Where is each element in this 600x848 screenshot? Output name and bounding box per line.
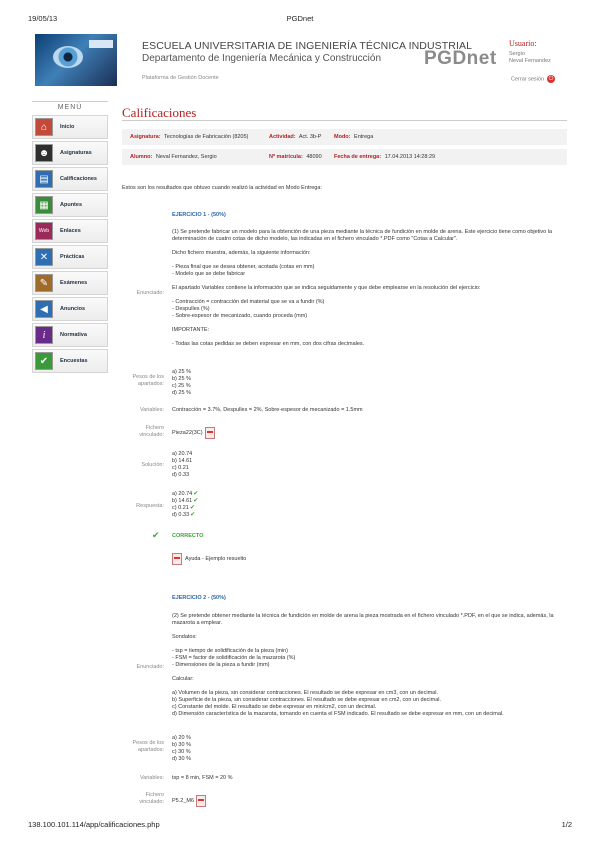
- info-icon: i: [35, 326, 53, 344]
- ex1-paragraph: (1) Se pretende fabricar un modelo para la obtención de una pieza mediante la técnica de fundición en molde de arena. Este ejercicio tiene como objetivo la determinación de cuatro cotas de dicho modelo, las indicadas en el fichero vinculado *.PDF como "Cotas a Calcular".: [172, 229, 553, 242]
- answer-item: a) 20.74: [172, 491, 193, 497]
- linked-file-label: Fichero vinculado:: [139, 425, 164, 438]
- sidebar-item-apuntes[interactable]: [32, 193, 108, 217]
- check-icon: ✔: [35, 352, 53, 370]
- sidebar-item-inicio[interactable]: [32, 115, 108, 139]
- print-title: PGDnet: [286, 14, 314, 23]
- home-icon: ⌂: [35, 118, 53, 136]
- eye-icon: [53, 46, 83, 68]
- ex1-list-item: - Pieza final que se desea obtener, acotada (cotas en mm): [172, 264, 315, 270]
- page-title: Calificaciones: [122, 105, 197, 120]
- linked-file[interactable]: [172, 427, 567, 439]
- ex2-list-item: - tsp = tiempo de solidificación de la pieza (min): [172, 648, 289, 654]
- weight-item: a) 20 %: [172, 735, 191, 741]
- subject-label: Asignatura:: [130, 134, 161, 140]
- sidebar-item-label: Asignaturas: [60, 150, 92, 156]
- eye-logo-image: [35, 34, 117, 86]
- weights-label: Pesos de los apartados:: [132, 374, 164, 387]
- print-header: [28, 14, 572, 26]
- check-icon: ✔: [190, 512, 196, 518]
- platform-subtitle: Plataforma de Gestión Docente: [142, 75, 219, 81]
- sidebar-item-enlaces[interactable]: [32, 219, 108, 243]
- menu-title: MENÚ: [32, 101, 108, 111]
- variables-value: tsp = 8 min, FSM = 20 %: [172, 775, 233, 781]
- ex1-important-label: IMPORTANTE:: [172, 327, 210, 333]
- logout-icon[interactable]: ⏻: [548, 76, 554, 82]
- weight-item: c) 30 %: [172, 749, 191, 755]
- delivery-date-label: Fecha de entrega:: [334, 154, 382, 160]
- weight-item: d) 25 %: [172, 390, 191, 396]
- student-label: Alumno:: [130, 154, 153, 160]
- mode-value: Entrega: [354, 134, 374, 140]
- check-icon: ✔: [193, 491, 199, 497]
- answer-list: [172, 491, 567, 519]
- weights-label: Pesos de los apartados:: [132, 740, 164, 753]
- ex2-list-item: d) Dimensión característica de la mazarota, tomando en cuenta el FSM indicado. El resultado se debe expresar en mm, con un decimal.: [172, 711, 504, 717]
- user-first-name: Sergio: [509, 51, 525, 57]
- user-name: [509, 51, 551, 65]
- student-info-row: [122, 149, 567, 165]
- answer-item: d) 0.33: [172, 512, 190, 518]
- activity-info-row: [122, 129, 567, 145]
- sidebar-item-label: Inicio: [60, 124, 75, 130]
- check-icon: ✔: [193, 498, 199, 504]
- school-name: ESCUELA UNIVERSITARIA DE INGENIERÍA TÉCNICA INDUSTRIAL: [142, 40, 473, 52]
- print-page-number: 1/2: [561, 820, 572, 829]
- weight-item: d) 30 %: [172, 756, 191, 762]
- linked-file-name[interactable]: P5.2_M6: [172, 797, 195, 804]
- sidebar-item-label: Apuntes: [60, 202, 82, 208]
- statement-label: Enunciado:: [136, 290, 164, 296]
- mode-label: Modo:: [334, 134, 351, 140]
- weight-item: b) 25 %: [172, 376, 191, 382]
- correct-check-icon: ✔: [152, 530, 160, 540]
- ex1-list-item: - Sobre-espesor de mecanizado, cuando proceda (mm): [172, 313, 308, 319]
- sidebar-item-normativa[interactable]: [32, 323, 108, 347]
- exercise-2-statement: [172, 613, 567, 718]
- enrollment-label: Nº matrícula:: [269, 154, 303, 160]
- logout-label: Cerrar sesión: [511, 76, 545, 83]
- tools-icon: ✕: [35, 248, 53, 266]
- check-icon: ✔: [189, 505, 195, 511]
- sidebar-item-label: Encuestas: [60, 358, 88, 364]
- activity-label: Actividad:: [269, 134, 296, 140]
- pdf-icon[interactable]: [196, 795, 206, 807]
- student-value: Neval Fernandez, Sergio: [155, 154, 217, 160]
- site-banner: [32, 34, 567, 90]
- ex1-list-item: - Todas las cotas pedidas se deben expresar en mm, con dos cifras decimales.: [172, 341, 365, 347]
- ex2-list-item: a) Volumen de la pieza, sin considerar contracciones. El resultado se debe expresar en cm3, con un decimal.: [172, 690, 438, 696]
- weights-list: [172, 735, 567, 763]
- people-icon: ☻: [35, 144, 53, 162]
- exercise-1-title: EJERCICIO 1 - (50%): [172, 212, 226, 218]
- activity-value: Act. 3b-P: [298, 134, 322, 140]
- grades-icon: ▤: [35, 170, 53, 188]
- ex1-paragraph: El apartado Variables contiene la información que se indica seguidamente y que debe emplearse en la resolución del ejercicio:: [172, 285, 481, 291]
- enrollment-value: 48090: [306, 154, 322, 160]
- result-status: CORRECTO: [172, 533, 204, 539]
- variables-value: Contracción = 3.7%, Despulles = 2%, Sobre-espesor de mecanizado = 1.5mm: [172, 407, 363, 413]
- exercise-1-statement: [172, 229, 567, 348]
- weight-item: b) 30 %: [172, 742, 191, 748]
- variables-label: Variables:: [139, 775, 164, 781]
- sidebar-item-label: Normativa: [60, 332, 87, 338]
- print-footer: [28, 820, 572, 832]
- linked-file-label: Fichero vinculado:: [139, 792, 164, 805]
- pdf-icon[interactable]: [172, 553, 182, 565]
- title-divider: [122, 120, 567, 121]
- subject-value: Tecnologías de Fabricación (8205): [164, 134, 249, 140]
- solution-list: [172, 451, 567, 479]
- links-icon: Web: [35, 222, 53, 240]
- help-file[interactable]: [172, 553, 567, 565]
- speaker-icon: ◀: [35, 300, 53, 318]
- sidebar-item-label: Exámenes: [60, 280, 88, 286]
- sidebar-item-label: Calificaciones: [60, 176, 97, 182]
- variables-label: Variables:: [139, 407, 164, 413]
- statement-label: Enunciado:: [136, 664, 164, 670]
- print-url: 138.100.101.114/app/calificaciones.php: [28, 820, 160, 829]
- logo-strip: [89, 40, 113, 48]
- linked-file[interactable]: [172, 795, 567, 807]
- answer-item: c) 0.21: [172, 505, 189, 511]
- ex2-paragraph: (2) Se pretende obtener mediante la técnica de fundición en molde de arena la pieza mostrada en el fichero vinculado *.PDF, en el que se indica, además, la mazarota a emplear.: [172, 613, 554, 626]
- notes-icon: ▦: [35, 196, 53, 214]
- ex1-list-item: - Despulles (%): [172, 306, 210, 312]
- sidebar-item-examenes[interactable]: [32, 271, 108, 295]
- ex1-list-item: - Modelo que se debe fabricar: [172, 271, 246, 277]
- help-file-name[interactable]: Ayuda - Ejemplo resuelto: [185, 555, 247, 562]
- sidebar-item-practicas[interactable]: [32, 245, 108, 269]
- sidebar-menu: [32, 115, 108, 375]
- intro-text: Estos son los resultados que obtuvo cuando realizó la actividad en Modo Entrega:: [122, 185, 322, 191]
- solution-item: b) 14.61: [172, 458, 193, 464]
- weights-list: [172, 369, 567, 397]
- answer-label: Respuesta:: [136, 503, 164, 509]
- ex2-paragraph: Sondatos:: [172, 634, 197, 640]
- ex2-paragraph: Calcular:: [172, 676, 194, 682]
- pencil-icon: ✎: [35, 274, 53, 292]
- user-last-name: Neval Fernandez: [509, 58, 551, 64]
- solution-item: d) 0.33: [172, 472, 190, 478]
- ex2-list-item: - Dimensiones de la pieza a fundir (mm): [172, 662, 270, 668]
- sidebar-item-asignaturas[interactable]: [32, 141, 108, 165]
- sidebar-item-anuncios[interactable]: [32, 297, 108, 321]
- sidebar-item-label: Enlaces: [60, 228, 81, 234]
- ex2-list-item: - FSM = factor de solidificación de la mazarota (%): [172, 655, 296, 661]
- weight-item: c) 25 %: [172, 383, 191, 389]
- department-name: Departamento de Ingeniería Mecánica y Construcción: [142, 53, 382, 64]
- weight-item: a) 25 %: [172, 369, 191, 375]
- delivery-date-value: 17.04.2013 14:28:29: [384, 154, 436, 160]
- print-date: 19/05/13: [28, 14, 58, 23]
- app-logo-text: PGDnet: [424, 48, 497, 69]
- solution-item: a) 20.74: [172, 451, 193, 457]
- ex1-list-item: - Contracción = contracción del material que se va a fundir (%): [172, 299, 325, 305]
- sidebar-item-label: Anuncios: [60, 306, 86, 312]
- exercise-2-title: EJERCICIO 2 - (50%): [172, 595, 226, 601]
- user-label: Usuario:: [509, 39, 537, 48]
- linked-file-name[interactable]: Pieza22(3C): [172, 429, 203, 436]
- logout-link[interactable]: [511, 75, 555, 83]
- sidebar-item-calificaciones[interactable]: [32, 167, 108, 191]
- solution-item: c) 0.21: [172, 465, 189, 471]
- solution-label: Solución:: [141, 462, 164, 468]
- pdf-icon[interactable]: [205, 427, 215, 439]
- sidebar-item-encuestas[interactable]: [32, 349, 108, 373]
- ex1-paragraph: Dicho fichero muestra, además, la siguiente información:: [172, 250, 311, 256]
- ex2-list-item: b) Superficie de la pieza, sin considerar contracciones. El resultado se debe expresar en cm2, con un decimal.: [172, 697, 442, 703]
- sidebar-item-label: Prácticas: [60, 254, 85, 260]
- ex2-list-item: c) Constante del molde. El resultado se debe expresar en min/cm2, con un decimal.: [172, 704, 377, 710]
- answer-item: b) 14.61: [172, 498, 193, 504]
